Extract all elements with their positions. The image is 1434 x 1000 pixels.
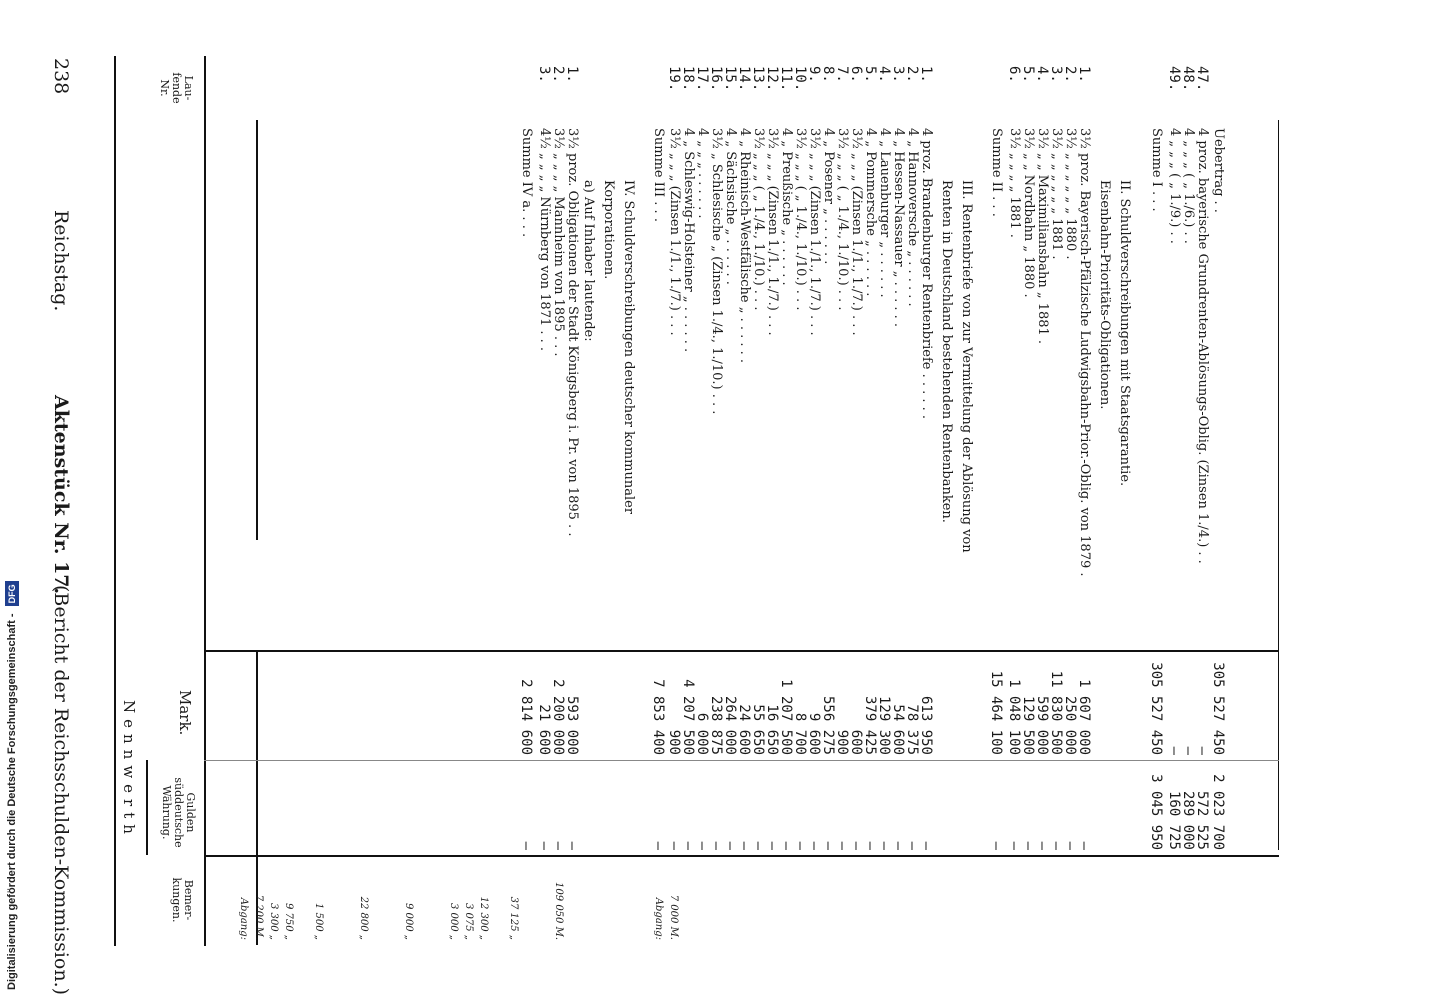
row-number: 12. [764, 66, 780, 92]
gulden-value: — [988, 841, 1004, 850]
row-description: 4 „ „ „ . . . . . . [695, 128, 710, 219]
row-number: 14. [736, 66, 752, 92]
row-description: 3½ „ „ „ (Zinsen 1./1., 1./7.) . . . [807, 128, 822, 336]
gulden-value: — [890, 841, 906, 850]
row-number: 10. [792, 66, 808, 92]
row-description: 4 proz. Brandenburger Rentenbriefe . . . . . . [919, 128, 934, 420]
digitization-credit-text: Digitalisierung gefördert durch die Deutsche Forschungsgemeinschaft - [6, 613, 18, 990]
row-description: 3½ „ „ „ „ Mannheim von 1895 . . . [551, 128, 566, 357]
page-number: 238 [50, 58, 72, 95]
gulden-value: — [1020, 841, 1036, 850]
remark-r11: 9 000 „ [403, 903, 414, 940]
row-number: 15. [722, 66, 738, 92]
row-number: 18. [680, 66, 696, 92]
gulden-value: — [792, 841, 808, 850]
row-number: 1. [564, 66, 580, 83]
row-description: 4 „ Lauenburger „ . . . . . . [877, 128, 892, 298]
gulden-value: — [666, 841, 682, 850]
gulden-value: — [862, 841, 878, 850]
column-header-bemerkungen: Bemer- kungen. [170, 877, 195, 923]
row-number: 9. [806, 66, 822, 83]
header-rule-top [114, 56, 116, 946]
row-description: 3½ „ „ „ „ 1881 . [1007, 128, 1022, 238]
section-heading: Korporationen. [601, 180, 616, 280]
column-rule-mark [146, 760, 148, 855]
gulden-value: — [536, 841, 552, 850]
column-header-gulden: Gulden süddeutsche Währung. [160, 777, 197, 848]
mark-value: 900 [666, 729, 682, 755]
row-description: 3½ proz. Obligationen der Stadt Königsberg i. Pr. von 1895 . . [565, 128, 580, 537]
mark-value: 1 207 500 [778, 679, 794, 755]
row-number: 47. [1194, 66, 1210, 92]
remark-r4a: 7 000 M. [668, 894, 679, 940]
remark-r2: 3 300 „ [268, 903, 279, 940]
gulden-value: — [680, 841, 696, 850]
row-description: 4 „ Hessen-Nassauer „ . . . . . . [891, 128, 906, 328]
mark-value: 900 [834, 729, 850, 755]
remark-r16: 12 300 „ [478, 896, 489, 940]
row-description: 3½ „ „ „ ( „ 1./4., 1./10.) . . . [793, 128, 808, 311]
row-description: 3½ „ „ „ (Zinsen 1./1., 1./7.) . . . [765, 128, 780, 336]
row-number: 3. [536, 66, 552, 83]
row-description: 3½ „ „ „ ( „ 1./4., 1./10.) . . . [751, 128, 766, 311]
row-number: 5. [1020, 66, 1036, 83]
title-right: (Bericht der Reichsschulden-Kommission.) [50, 585, 72, 996]
row-number: 6. [848, 66, 864, 83]
remark-abgang-1: Abgang: [238, 897, 249, 940]
mark-value: 15 464 100 [988, 670, 1004, 755]
gulden-value: — [722, 841, 738, 850]
mark-value: 4 207 500 [680, 679, 696, 755]
section-heading: Eisenbahn-Prioritäts-Obligationen. [1097, 180, 1112, 410]
mark-value: 1 048 100 [1006, 679, 1022, 755]
row-description: 3½ „ „ „ (Zinsen 1./1., 1./7.) . . . [849, 128, 864, 336]
column-sep-3 [204, 855, 1279, 857]
row-description: 4½ „ „ „ „ Nürnberg von 1871 . . . [537, 128, 552, 352]
gulden-value: — [778, 841, 794, 850]
row-description: Uebertrag . . [1211, 128, 1226, 213]
row-number: 4. [1034, 66, 1050, 83]
row-number: 19. [666, 66, 682, 92]
row-number: 13. [750, 66, 766, 92]
mark-value: 250 000 [1062, 695, 1078, 755]
row-description: Summe IV a. . . . [519, 128, 534, 238]
mark-value: 129 300 [876, 695, 892, 755]
row-description: 3½ „ „ Maximiliansbahn „ 1881 . [1035, 128, 1050, 345]
mark-value: 129 500 [1020, 695, 1036, 755]
gulden-value: 2 023 700 [1210, 774, 1226, 850]
row-number: 4. [876, 66, 892, 83]
remark-r18: 37 125 „ [508, 896, 519, 940]
mark-value: 264 000 [722, 695, 738, 755]
row-description: 3½ „ „ „ ( „ 1./4., 1./10.) . . . [835, 128, 850, 311]
gulden-value: — [1076, 841, 1092, 850]
row-number: 1. [918, 66, 934, 83]
mark-value: 613 950 [918, 695, 934, 755]
column-rule-lfd [256, 120, 258, 540]
row-description: 4 „ Preußische „ . . . . . . [779, 128, 794, 286]
gulden-value: — [764, 841, 780, 850]
gulden-value: — [820, 841, 836, 850]
remark-sum3: 109 050 M. [553, 882, 564, 940]
gulden-value: — [750, 841, 766, 850]
section-heading: a) Auf Inhaber lautende: [581, 180, 596, 342]
gulden-value: — [650, 841, 666, 850]
gulden-value: — [518, 841, 534, 850]
mark-value: — [1194, 746, 1210, 755]
mark-value: 1 607 000 [1076, 679, 1092, 755]
mark-value: 305 527 450 [1148, 662, 1164, 755]
gulden-value: 160 725 [1166, 790, 1182, 850]
mark-value: 7 853 400 [650, 679, 666, 755]
row-number: 17. [694, 66, 710, 92]
remark-r1: 7 200 M. [253, 894, 264, 940]
gulden-value: — [694, 841, 710, 850]
gulden-value: — [1006, 841, 1022, 850]
row-description: 4 „ Pommersche „ . . . . . . [863, 128, 878, 297]
mark-value: 379 425 [862, 695, 878, 755]
row-number: 7. [834, 66, 850, 83]
row-number: 3. [890, 66, 906, 83]
gulden-value: 3 045 950 [1148, 774, 1164, 850]
row-number: 16. [708, 66, 724, 92]
gulden-value: 572 525 [1194, 790, 1210, 850]
gulden-value: — [1062, 841, 1078, 850]
section-heading: Renten in Deutschland bestehenden Rentenbanken. [939, 180, 954, 523]
row-description: 3½ „ „ „ „ „ „ 1881 . [1049, 128, 1064, 260]
gulden-value: — [1034, 841, 1050, 850]
mark-value: 2 814 600 [518, 679, 534, 755]
row-description: 3½ proz. Bayerisch-Pfälzische Ludwigsbahn-Prior.-Oblig. von 1879 . [1077, 128, 1092, 577]
mark-value: 238 875 [708, 695, 724, 755]
dfg-logo: DFG [5, 581, 19, 606]
row-number: 8. [820, 66, 836, 83]
mark-value: 55 650 [750, 704, 766, 755]
row-description: 4 „ „ „ ( „ 1./6.) . . [1181, 128, 1196, 244]
mark-value: 21 600 [536, 704, 552, 755]
row-number: 5. [862, 66, 878, 83]
mark-value: 600 [848, 729, 864, 755]
row-description: 4 „ Sächsische „ . . . . . . [723, 128, 738, 285]
row-number: 48. [1180, 66, 1196, 92]
mark-value: 78 375 [904, 704, 920, 755]
section-heading: II. Schuldverschreibungen mit Staatsgarantie. [1117, 180, 1132, 487]
row-description: 4 „ Rheinisch-Westfälische „ . . . . . . [737, 128, 752, 364]
mark-value: 9 600 [806, 712, 822, 755]
mark-value: 599 000 [1034, 695, 1050, 755]
row-description: 4 „ „ „ ( „ 1./9.) . . [1167, 128, 1182, 244]
row-description: Summe II . . . [989, 128, 1004, 217]
gulden-value: — [918, 841, 934, 850]
remark-r15: 3 075 „ [463, 903, 474, 940]
row-number: 11. [778, 66, 794, 92]
row-number: 6. [1006, 66, 1022, 83]
remark-r5: 1 500 „ [313, 903, 324, 940]
mark-value: 54 600 [890, 704, 906, 755]
gulden-value: — [1048, 841, 1064, 850]
mark-value: 11 830 500 [1048, 670, 1064, 755]
mark-value: 305 527 450 [1210, 662, 1226, 755]
gulden-value: 289 000 [1180, 790, 1196, 850]
gulden-value: — [806, 841, 822, 850]
gulden-value: — [708, 841, 724, 850]
row-description: 3½ „ Schlesische „ (Zinsen 1./4., 1./10.) . . . [709, 128, 724, 415]
row-description: 4 „ Hannoversche „ . . . . . . [905, 128, 920, 307]
remark-r8: 22 800 „ [358, 896, 369, 940]
mark-value: 556 275 [820, 695, 836, 755]
mark-value: 2 200 000 [550, 679, 566, 755]
header-rule-bottom [204, 56, 206, 946]
title-center: Aktenstück Nr. 17. [50, 395, 72, 595]
row-description: 4 proz. bayerische Grundrenten-Ablösungs-Oblig. (Zinsen 1./4.) . . [1195, 128, 1210, 564]
remark-r3: 9 750 „ [283, 903, 294, 940]
row-number: 2. [550, 66, 566, 83]
mark-value: — [1180, 746, 1196, 755]
remark-r14: 3 000 „ [448, 903, 459, 940]
gulden-value: — [736, 841, 752, 850]
row-description: Summe I . . . [1149, 128, 1164, 212]
mark-value: 16 650 [764, 704, 780, 755]
row-description: 4 „ Schleswig-Holsteiner „ . . . . . . [681, 128, 696, 353]
column-sep-2 [204, 760, 1279, 761]
section-heading: IV. Schuldverschreibungen deutscher kommunaler [621, 180, 636, 515]
gulden-value: — [564, 841, 580, 850]
column-header-mark: Mark. [176, 690, 194, 736]
row-description: 3½ „ „ „ (Zinsen 1./1., 1./7.) . . . [667, 128, 682, 336]
mark-value: 6 000 [694, 712, 710, 755]
column-header-lfd: Lau- fende Nr. [158, 72, 195, 104]
column-sep-1 [204, 650, 1279, 652]
gulden-value: — [904, 841, 920, 850]
row-number: 3. [1048, 66, 1064, 83]
row-description: 3½ „ „ Nordbahn „ 1880 . [1021, 128, 1036, 298]
gulden-value: — [876, 841, 892, 850]
row-description: Summe III . . . [651, 128, 666, 222]
mark-value: 24 600 [736, 704, 752, 755]
gulden-value: — [848, 841, 864, 850]
column-header-nennwerth: Nennwerth [120, 700, 138, 840]
row-number: 49. [1166, 66, 1182, 92]
row-description: 3½ „ „ „ „ „ „ 1880 . [1063, 128, 1078, 260]
column-rule-gulden [1278, 120, 1279, 660]
gulden-value: — [550, 841, 566, 850]
title-left: Reichstag. [50, 210, 72, 312]
mark-value: — [1166, 746, 1182, 755]
row-number: 1. [1076, 66, 1092, 83]
row-number: 2. [904, 66, 920, 83]
row-number: 2. [1062, 66, 1078, 83]
gulden-value: — [834, 841, 850, 850]
row-description: 4 „ Posener „ . . . . . . [821, 128, 836, 265]
remark-abgang-2: Abgang: [653, 897, 664, 940]
mark-value: 8 700 [792, 712, 808, 755]
section-heading: III. Rentenbriefe von zur Vermittelung der Ablösung von [959, 180, 974, 553]
mark-value: 593 000 [564, 695, 580, 755]
column-rule-remarks [1278, 650, 1279, 850]
